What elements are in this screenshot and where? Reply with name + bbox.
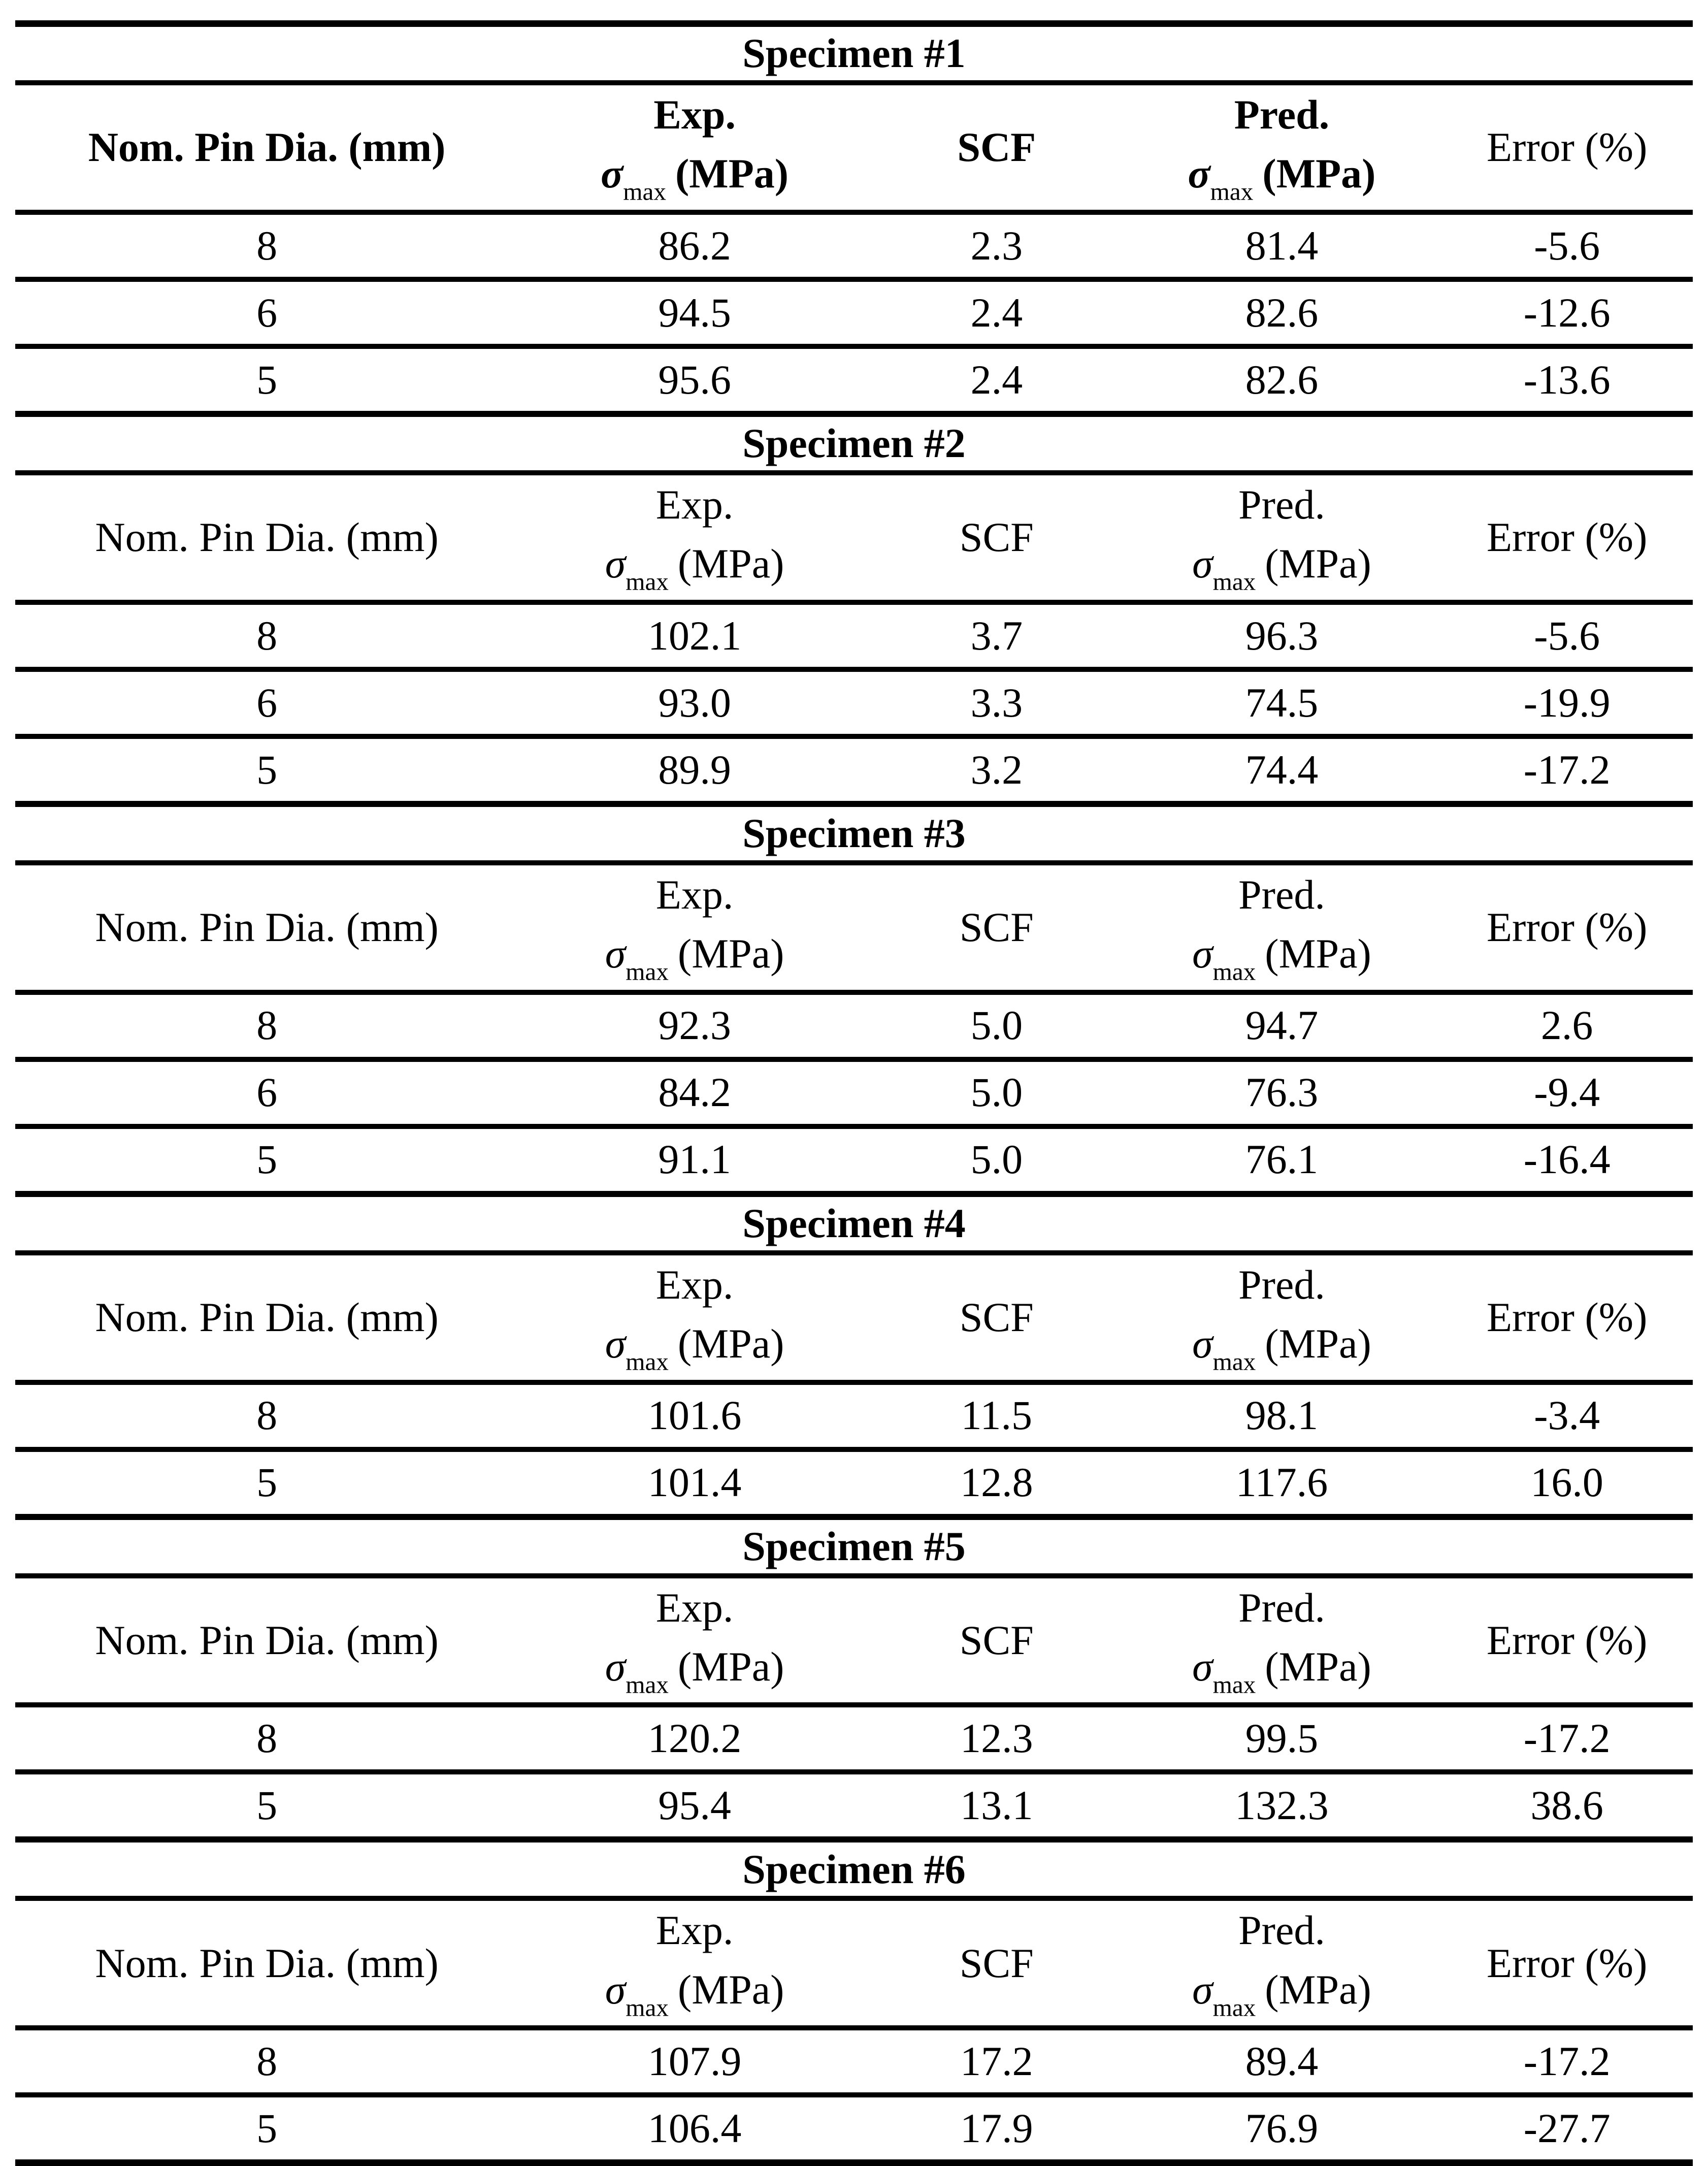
sigma-symbol: σ — [1192, 1643, 1213, 1690]
sigma-subscript: max — [1212, 957, 1256, 986]
col-header-error: Error (%) — [1441, 83, 1693, 212]
cell-exp-sigma-max: 91.1 — [518, 1126, 871, 1194]
col-header-error: Error (%) — [1441, 1898, 1693, 2028]
cell-error: -17.2 — [1441, 736, 1693, 804]
sigma-symbol: σ — [605, 1643, 626, 1690]
sigma-symbol: σ — [1192, 930, 1213, 977]
exp-label: Exp. — [655, 1261, 734, 1308]
col-header-exp-sigma-max — [518, 1253, 871, 1382]
cell-exp-sigma-max: 107.9 — [518, 2028, 871, 2095]
cell-scf: 12.3 — [871, 1705, 1123, 1772]
cell-error: -17.2 — [1441, 1705, 1693, 1772]
col-header-pred-sigma-max — [1123, 1898, 1441, 2028]
cell-exp-sigma-max: 93.0 — [518, 669, 871, 736]
cell-exp-sigma-max: 102.1 — [518, 602, 871, 669]
cell-pred-sigma-max: 76.1 — [1123, 1126, 1441, 1194]
table-row — [15, 992, 1693, 1059]
col-header-error: Error (%) — [1441, 1576, 1693, 1705]
section-title-row — [15, 414, 1693, 473]
cell-pred-sigma-max: 94.7 — [1123, 992, 1441, 1059]
sigma-symbol: σ — [1192, 1966, 1213, 2013]
cell-pred-sigma-max: 98.1 — [1123, 1382, 1441, 1449]
cell-scf: 3.3 — [871, 669, 1123, 736]
cell-pred-sigma-max: 89.4 — [1123, 2028, 1441, 2095]
cell-error: -13.6 — [1441, 346, 1693, 414]
exp-label: Exp. — [655, 1907, 734, 1954]
sigma-subscript: max — [1212, 1670, 1256, 1699]
sigma-subscript: max — [626, 567, 669, 596]
cell-nom-pin-dia: 5 — [256, 2105, 278, 2152]
cell-pred-sigma-max: 82.6 — [1123, 279, 1441, 346]
pred-label: Pred. — [1238, 481, 1325, 528]
cell-nom-pin-dia: 8 — [15, 992, 518, 1059]
cell-scf: 2.4 — [871, 346, 1123, 414]
mpa-unit: (MPa) — [677, 1643, 784, 1690]
col-header-error: Error (%) — [1441, 1253, 1693, 1382]
cell-scf: 17.9 — [960, 2105, 1033, 2152]
cell-nom-pin-dia: 8 — [15, 602, 518, 669]
pred-label: Pred. — [1238, 1261, 1325, 1308]
sigma-max-mpa-label — [518, 1960, 871, 2025]
section-title-row — [15, 804, 1693, 863]
pred-label: Pred. — [1238, 1907, 1325, 1954]
cell-error: -9.4 — [1441, 1059, 1693, 1126]
column-header-row — [15, 473, 1693, 602]
cell-error: 38.6 — [1441, 1772, 1693, 1839]
col-header-nom-pin-dia: Nom. Pin Dia. (mm) — [15, 83, 518, 212]
sigma-symbol: σ — [605, 1320, 626, 1367]
mpa-unit: (MPa) — [1265, 540, 1371, 587]
sigma-subscript: max — [1212, 567, 1256, 596]
cell-nom-pin-dia: 8 — [15, 2028, 518, 2095]
sigma-max-mpa-label — [518, 534, 871, 599]
sigma-symbol: σ — [605, 540, 626, 587]
cell-scf: 5.0 — [871, 1126, 1123, 1194]
col-header-scf: SCF — [871, 1253, 1123, 1382]
cell-nom-pin-dia: 5 — [15, 1772, 518, 1839]
mpa-unit: (MPa) — [1265, 930, 1371, 977]
column-header-row — [15, 1576, 1693, 1705]
cell-error: -12.6 — [1441, 279, 1693, 346]
table-row — [15, 669, 1693, 736]
cell-error: -19.9 — [1441, 669, 1693, 736]
column-header-row — [15, 863, 1693, 992]
table-row — [15, 1449, 1693, 1517]
cell-exp-sigma-max: 84.2 — [518, 1059, 871, 1126]
table-row — [15, 736, 1693, 804]
sigma-max-mpa-label — [1123, 144, 1441, 209]
exp-label: Exp. — [655, 871, 734, 918]
cell-nom-pin-dia: 5 — [15, 1126, 518, 1194]
cell-scf: 5.0 — [871, 992, 1123, 1059]
mpa-unit: (MPa) — [677, 930, 784, 977]
sigma-max-mpa-label — [1123, 1637, 1441, 1702]
cell-pred-sigma-max: 117.6 — [1123, 1449, 1441, 1517]
sigma-subscript: max — [623, 178, 666, 206]
sigma-max-mpa-label — [1123, 1960, 1441, 2025]
cell-pred-sigma-max: 76.3 — [1123, 1059, 1441, 1126]
sigma-max-mpa-label — [1123, 534, 1441, 599]
mpa-unit: (MPa) — [675, 150, 789, 197]
cell-exp-sigma-max: 92.3 — [518, 992, 871, 1059]
mpa-unit: (MPa) — [677, 540, 784, 587]
cell-exp-sigma-max: 95.6 — [518, 346, 871, 414]
section-title: Specimen #6 — [15, 1839, 1693, 1898]
cell-error: -17.2 — [1441, 2028, 1693, 2095]
sigma-subscript: max — [1212, 1347, 1256, 1376]
col-header-scf: SCF — [871, 863, 1123, 992]
mpa-unit: (MPa) — [677, 1966, 784, 2013]
cell-nom-pin-dia: 6 — [15, 279, 518, 346]
sigma-symbol: σ — [605, 930, 626, 977]
cell-exp-sigma-max: 120.2 — [518, 1705, 871, 1772]
col-header-scf: SCF — [871, 473, 1123, 602]
col-header-pred-sigma-max — [1123, 473, 1441, 602]
sigma-max-mpa-label — [518, 924, 871, 989]
sigma-symbol: σ — [1192, 540, 1213, 587]
column-header-row — [15, 1253, 1693, 1382]
cell-scf: 17.2 — [871, 2028, 1123, 2095]
table-row — [15, 1382, 1693, 1449]
col-header-pred-sigma-max — [1123, 1576, 1441, 1705]
cell-nom-pin-dia: 6 — [15, 1059, 518, 1126]
section-title: Specimen #1 — [15, 24, 1693, 83]
section-title-row — [15, 1517, 1693, 1576]
mpa-unit: (MPa) — [1265, 1966, 1371, 2013]
sigma-symbol: σ — [601, 150, 623, 197]
section-title-row — [15, 24, 1693, 83]
col-header-scf: SCF — [871, 1576, 1123, 1705]
pred-label: Pred. — [1238, 871, 1325, 918]
cell-error: 2.6 — [1441, 992, 1693, 1059]
cell-error: -5.6 — [1441, 212, 1693, 279]
sigma-subscript: max — [1212, 1993, 1256, 2022]
cell-exp-sigma-max: 94.5 — [518, 279, 871, 346]
cell-pred-sigma-max: 99.5 — [1123, 1705, 1441, 1772]
col-header-pred-sigma-max — [1123, 1253, 1441, 1382]
cell-error: -16.4 — [1441, 1126, 1693, 1194]
sigma-max-mpa-label — [518, 144, 871, 209]
col-header-error: Error (%) — [1441, 863, 1693, 992]
col-header-nom-pin-dia: Nom. Pin Dia. (mm) — [15, 1253, 518, 1382]
cell-exp-sigma-max: 106.4 — [647, 2105, 742, 2152]
col-header-nom-pin-dia: Nom. Pin Dia. (mm) — [15, 1898, 518, 2028]
cell-pred-sigma-max: 132.3 — [1123, 1772, 1441, 1839]
exp-label: Exp. — [655, 481, 734, 528]
table-row — [15, 1772, 1693, 1839]
cell-nom-pin-dia: 8 — [15, 212, 518, 279]
cell-scf: 12.8 — [871, 1449, 1123, 1517]
cell-pred-sigma-max: 74.5 — [1123, 669, 1441, 736]
table-row — [15, 2095, 1693, 2163]
table-row — [15, 346, 1693, 414]
mpa-unit: (MPa) — [677, 1320, 784, 1367]
section-title: Specimen #2 — [15, 414, 1693, 473]
sigma-subscript: max — [626, 1993, 669, 2022]
sigma-subscript: max — [626, 957, 669, 986]
cell-scf: 3.2 — [871, 736, 1123, 804]
cell-scf: 13.1 — [871, 1772, 1123, 1839]
pred-label: Pred. — [1238, 1584, 1325, 1631]
sigma-symbol: σ — [605, 1966, 626, 2013]
table-row — [15, 1059, 1693, 1126]
cell-nom-pin-dia: 5 — [15, 346, 518, 414]
table-row — [15, 279, 1693, 346]
col-header-exp-sigma-max — [518, 863, 871, 992]
cell-pred-sigma-max: 76.9 — [1245, 2105, 1319, 2152]
sigma-symbol: σ — [1188, 150, 1210, 197]
cell-scf: 2.3 — [871, 212, 1123, 279]
cell-error: -3.4 — [1441, 1382, 1693, 1449]
cell-exp-sigma-max: 95.4 — [518, 1772, 871, 1839]
table-row — [15, 1705, 1693, 1772]
cell-exp-sigma-max: 86.2 — [518, 212, 871, 279]
column-header-row — [15, 1898, 1693, 2028]
col-header-exp-sigma-max — [518, 473, 871, 602]
cell-pred-sigma-max: 74.4 — [1123, 736, 1441, 804]
table-row — [15, 602, 1693, 669]
cell-nom-pin-dia: 5 — [15, 736, 518, 804]
col-header-scf: SCF — [871, 1898, 1123, 2028]
col-header-pred-sigma-max — [1123, 863, 1441, 992]
col-header-nom-pin-dia: Nom. Pin Dia. (mm) — [15, 1576, 518, 1705]
column-header-row — [15, 83, 1693, 212]
section-title: Specimen #3 — [15, 804, 1693, 863]
table-row — [15, 1126, 1693, 1194]
section-title-row — [15, 1194, 1693, 1253]
mpa-unit: (MPa) — [1262, 150, 1376, 197]
cell-pred-sigma-max: 82.6 — [1123, 346, 1441, 414]
cell-exp-sigma-max: 101.6 — [518, 1382, 871, 1449]
col-header-error: Error (%) — [1441, 473, 1693, 602]
sigma-max-mpa-label — [1123, 1314, 1441, 1379]
cell-exp-sigma-max: 89.9 — [518, 736, 871, 804]
col-header-exp-sigma-max — [518, 83, 871, 212]
col-header-pred-sigma-max — [1123, 83, 1441, 212]
cell-nom-pin-dia: 5 — [15, 1449, 518, 1517]
section-title: Specimen #4 — [15, 1194, 1693, 1253]
section-title-row — [15, 1839, 1693, 1898]
sigma-subscript: max — [626, 1347, 669, 1376]
cell-error: 16.0 — [1441, 1449, 1693, 1517]
col-header-nom-pin-dia: Nom. Pin Dia. (mm) — [15, 863, 518, 992]
sigma-max-mpa-label — [1123, 924, 1441, 989]
cell-scf: 3.7 — [871, 602, 1123, 669]
sigma-subscript: max — [626, 1670, 669, 1699]
col-header-scf: SCF — [871, 83, 1123, 212]
cell-nom-pin-dia: 6 — [15, 669, 518, 736]
mpa-unit: (MPa) — [1265, 1320, 1371, 1367]
mpa-unit: (MPa) — [1265, 1643, 1371, 1690]
exp-label: Exp. — [653, 91, 736, 138]
col-header-nom-pin-dia: Nom. Pin Dia. (mm) — [15, 473, 518, 602]
table-row — [15, 212, 1693, 279]
specimen-results-table — [15, 20, 1693, 2166]
sigma-max-mpa-label — [518, 1637, 871, 1702]
cell-scf: 5.0 — [871, 1059, 1123, 1126]
table-row — [15, 2028, 1693, 2095]
section-title: Specimen #5 — [15, 1517, 1693, 1576]
cell-nom-pin-dia: 8 — [15, 1382, 518, 1449]
sigma-symbol: σ — [1192, 1320, 1213, 1367]
cell-scf: 11.5 — [871, 1382, 1123, 1449]
cell-error: -5.6 — [1441, 602, 1693, 669]
cell-exp-sigma-max: 101.4 — [518, 1449, 871, 1517]
col-header-exp-sigma-max — [518, 1576, 871, 1705]
cell-nom-pin-dia: 8 — [15, 1705, 518, 1772]
cell-scf: 2.4 — [871, 279, 1123, 346]
cell-error: -27.7 — [1523, 2105, 1611, 2152]
exp-label: Exp. — [655, 1584, 734, 1631]
sigma-max-mpa-label — [518, 1314, 871, 1379]
cell-pred-sigma-max: 81.4 — [1123, 212, 1441, 279]
col-header-exp-sigma-max — [518, 1898, 871, 2028]
cell-pred-sigma-max: 96.3 — [1123, 602, 1441, 669]
pred-label: Pred. — [1234, 91, 1330, 138]
sigma-subscript: max — [1210, 178, 1254, 206]
